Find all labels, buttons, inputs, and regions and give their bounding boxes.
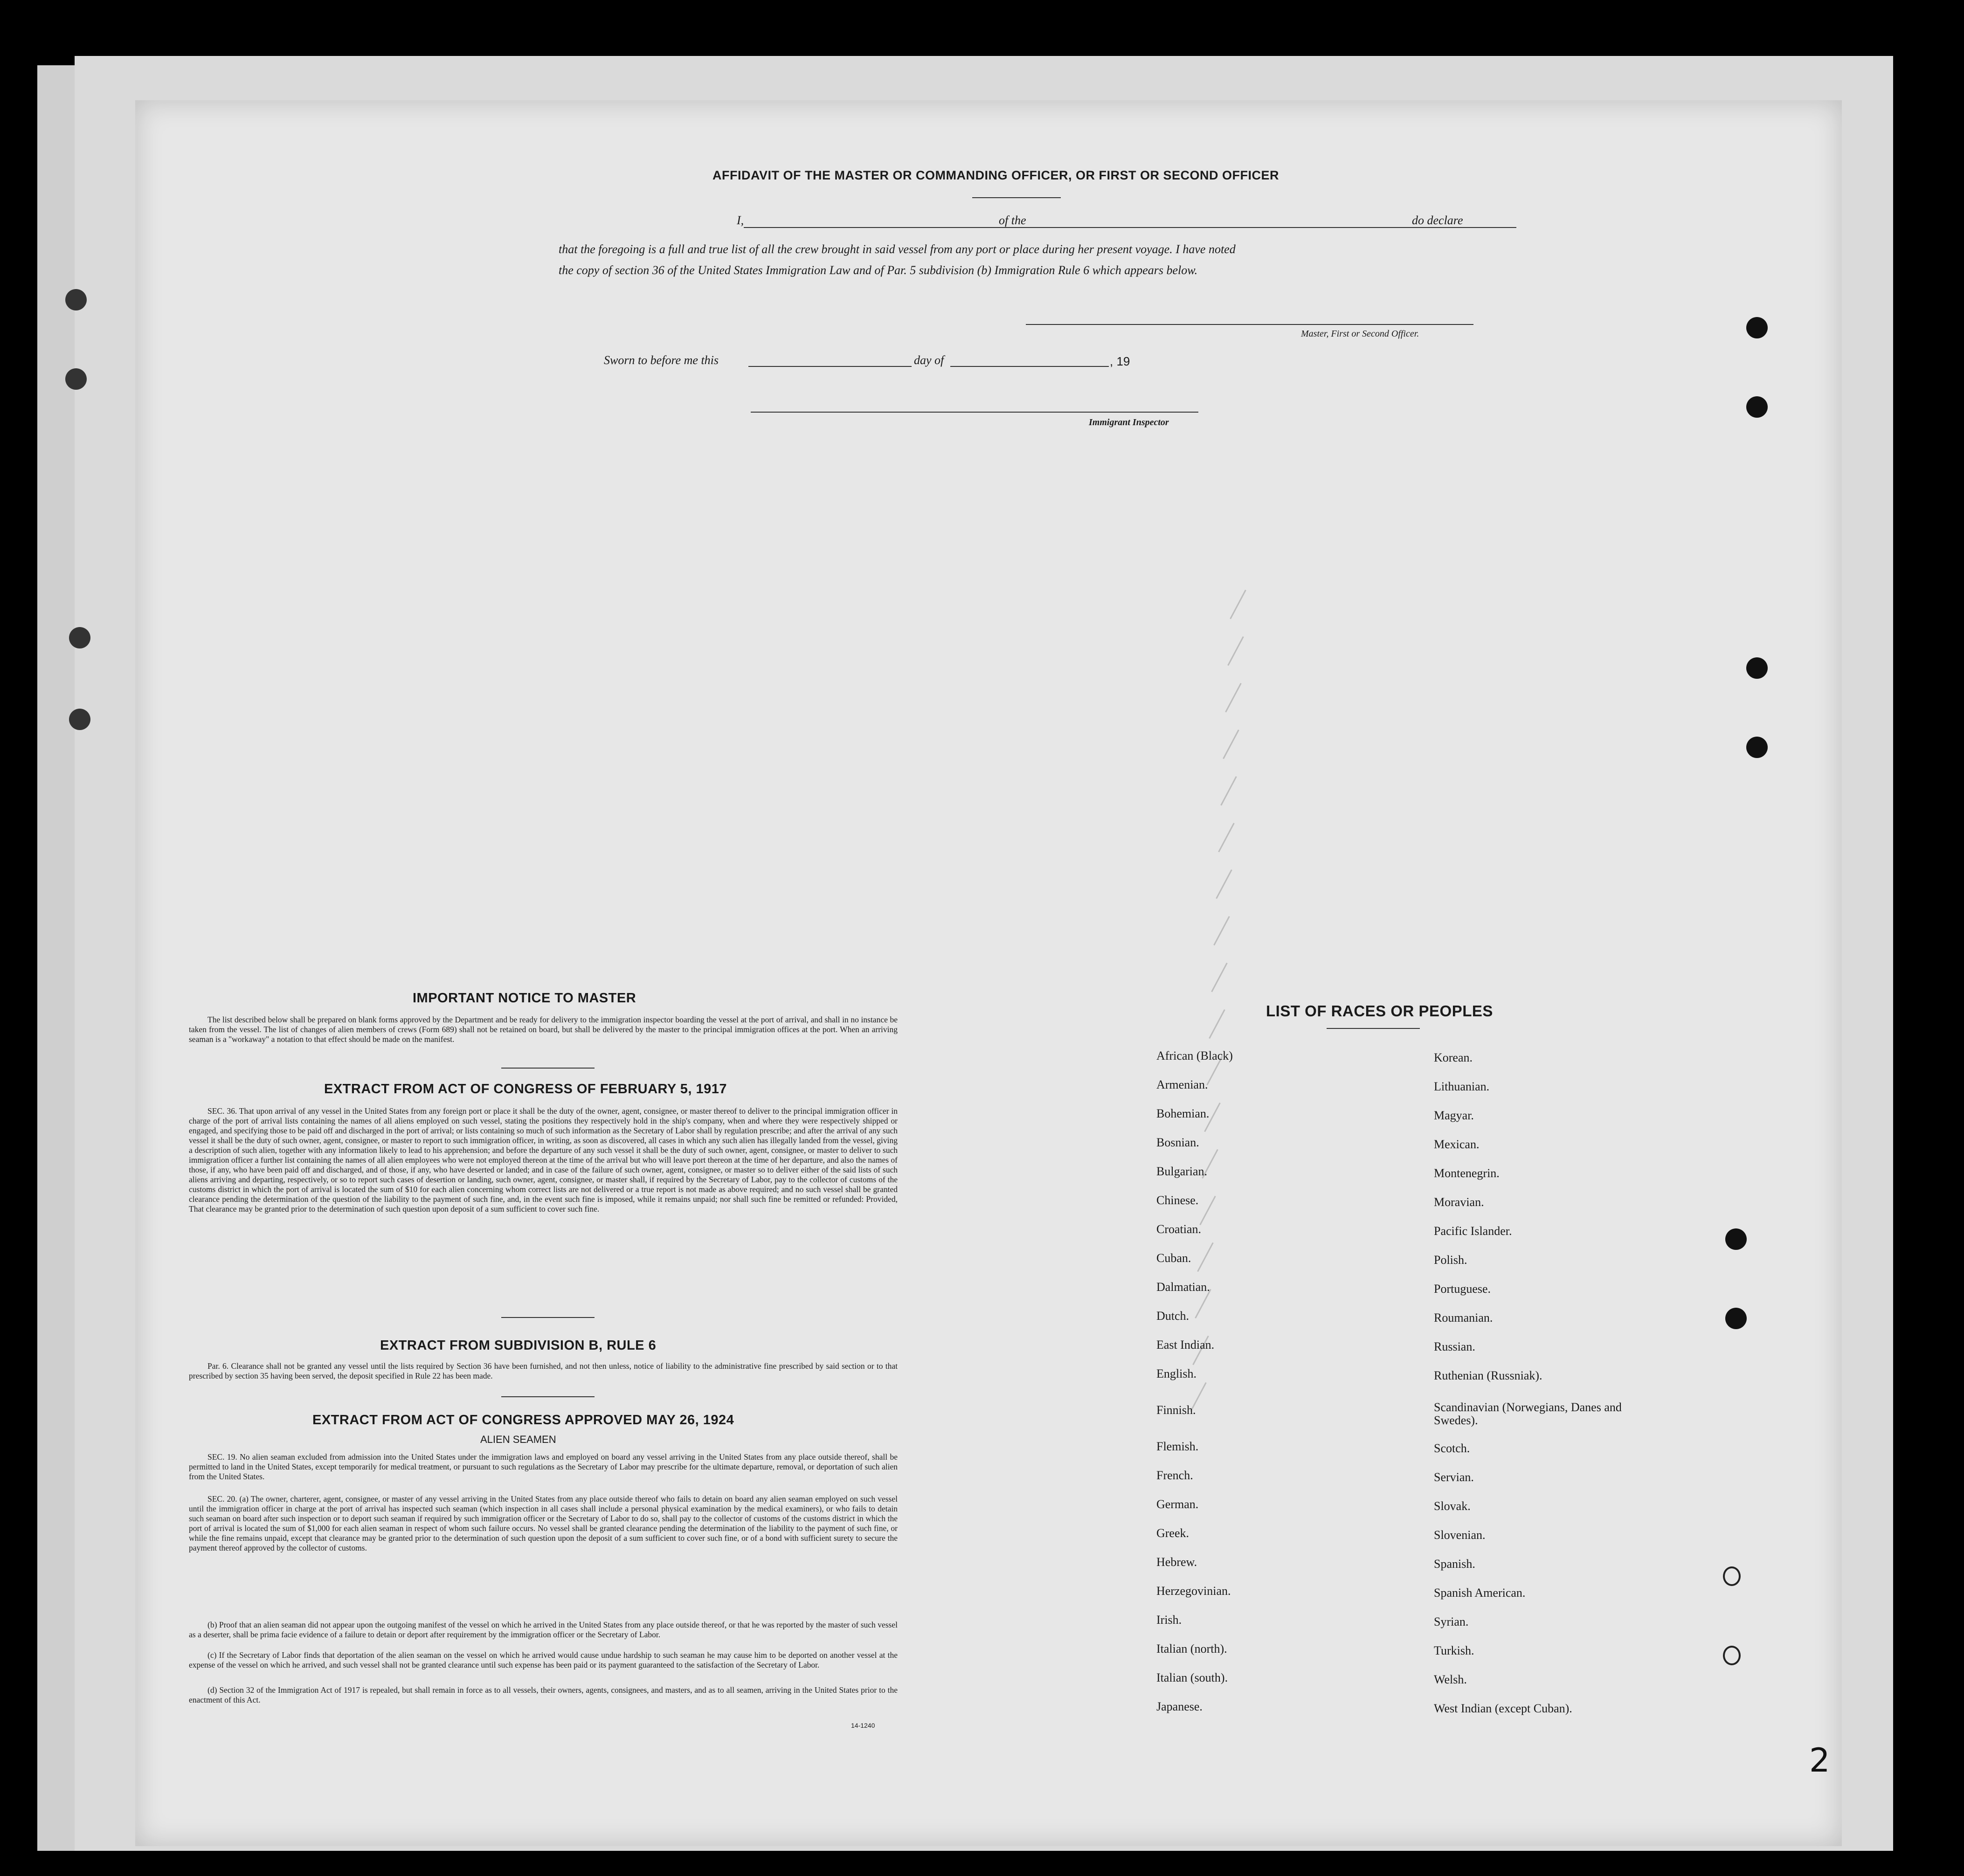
punch-hole <box>69 709 90 730</box>
master-signature-caption: Master, First or Second Officer. <box>1301 329 1419 339</box>
notice-body: The list described below shall be prepared on blank forms approved by the Department and be ready for delivery to the immigration inspector boarding the vessel at the port of arrival, and shall in no instance be taken from the vessel. The list of changes of alien members of crews (Form 689) shall not be retained on board, but shall be delivered by the master to the principal immigration offices at the port. When an arriving seaman is a "workaway" a notation to that effect should be made on the manifest. <box>189 1015 898 1044</box>
race-item: Dutch. <box>1156 1309 1189 1323</box>
race-item: Turkish. <box>1434 1644 1474 1657</box>
race-item: French. <box>1156 1469 1193 1482</box>
race-item: Chinese. <box>1156 1193 1199 1207</box>
check-mark <box>1227 636 1244 666</box>
affidavit-title-rule <box>972 197 1061 198</box>
race-item: Welsh. <box>1434 1673 1467 1686</box>
year-label: , 19 <box>1110 354 1130 368</box>
race-item: Spanish. <box>1434 1557 1475 1571</box>
race-item: Croatian. <box>1156 1222 1202 1236</box>
document-page <box>135 100 1842 1846</box>
race-item: Korean. <box>1434 1051 1473 1064</box>
race-item: Flemish. <box>1156 1440 1199 1453</box>
page-mark: 2 <box>1809 1741 1830 1779</box>
race-item: Dalmatian. <box>1156 1280 1210 1294</box>
notice-rule <box>501 1068 595 1069</box>
extract-1924-sec20d: (d) Section 32 of the Immigration Act of 1917 is repealed, but shall remain in force as to all vessels, their owners, agents, consignees, and masters, and as to all seamen, arriving in the United States prior to the enactment of this Act. <box>189 1685 898 1704</box>
affidavit-line-1: that the foregoing is a full and true list of all the crew brought in said vessel from any port or place during her present voyage. I have noted <box>559 242 1236 256</box>
affidavit-of-the-label: of the <box>999 214 1026 227</box>
extract-1917-rule <box>501 1317 595 1318</box>
extract-1924-sec20a: SEC. 20. (a) The owner, charterer, agent, consignee, or master of any vessel arriving in the United States from any place outside thereof who fails to detain on board any alien seaman employed on such vessel until the immigration officer in charge at the port of arrival has inspected such seaman (which inspection in all cases shall include a personal physical examination by the medical examiners), or who fails to detain such seaman on board after such inspection or to deport such seaman if required by such immigration officer or the Secretary of Labor to do so, shall pay to the collector of customs of the customs district in which the port of arrival is located the sum of $1,000 for each alien seaman in respect of whom such failure occurs. No vessel shall be granted clearance pending the determination of the liability to the payment of such fine, or while the fine remains unpaid, except that clearance may be granted prior to the determination of such question upon the deposit of a sum sufficient to cover such fine, or of a bond with sufficient surety to secure the payment thereof approved by the collector of customs. <box>189 1494 898 1552</box>
master-signature-line <box>1026 324 1473 325</box>
punch-hole <box>1725 1228 1747 1250</box>
extract-rule6-title: EXTRACT FROM SUBDIVISION B, RULE 6 <box>380 1338 657 1353</box>
notice-title: IMPORTANT NOTICE TO MASTER <box>413 991 636 1006</box>
extract-1924-subtitle: ALIEN SEAMEN <box>480 1434 556 1445</box>
sworn-label: Sworn to before me this <box>604 353 719 367</box>
inspector-caption: Immigrant Inspector <box>1089 417 1169 428</box>
race-item: Portuguese. <box>1434 1282 1491 1296</box>
punch-hole <box>1723 1566 1741 1586</box>
race-item: Ruthenian (Russniak). <box>1434 1369 1542 1382</box>
extract-1917-body: SEC. 36. That upon arrival of any vessel in the United States from any foreign port or place it shall be the duty of the owner, agent, consignee, or master thereof to deliver to the principal immigration officer in charge of the port of arrival lists containing the names of all aliens employed on such vessel, stating the positions they respectively hold in the ship's company, when and where they were respectively shipped or engaged, and specifying those to be paid off and discharged in the port of arrival; or lists containing so much of such information as the Secretary of Labor shall by regulation prescribe; and after the arrival of any such vessel it shall be the duty of such owner, agent, consignee, or master to report to such immigration officer, in writing, as soon as discovered, all cases in which any such alien has illegally landed from the vessel, giving a description of such alien, together with any information likely to lead to his apprehension; and before the departure of any such vessel it shall be the duty of such owner, agent, consignee, or master to deliver to such immigration officer a further list containing the names of all alien employees who were not employed thereon at the time of the arrival but who will leave port thereon at the time of her departure, and also the names of those, if any, who have been paid off and discharged, and of those, if any, who have deserted or landed; and in case of the failure of such owner, agent, consignee, or master so to deliver either of the said lists of such aliens arriving and departing, respectively, or so to report such cases of desertion or landing, such owner, agent, consignee, or master shall, if required by the Secretary of Labor, pay to the collector of customs of the customs district in which the port of arrival is located the sum of $10 for each alien concerning whom correct lists are not delivered or a true report is not made as above required; and no such vessel shall be granted clearance pending the determination of the question of the liability to the payment of such fine, and, in the event such fine is imposed, while it remains unpaid; nor shall such fine be remitted or refunded: Provided, That clearance may be granted prior to the determination of such question upon deposit of a sum sufficient to cover such fine. <box>189 1106 898 1214</box>
race-item: Italian (south). <box>1156 1671 1228 1684</box>
punch-hole <box>65 368 87 390</box>
race-item: Scotch. <box>1434 1441 1470 1455</box>
race-item: Bulgarian. <box>1156 1165 1208 1178</box>
extract-rule6-body: Par. 6. Clearance shall not be granted any vessel until the lists required by Section 36 have been furnished, and not then unless, notice of liability to the administrative fine prescribed by said section or to that prescribed by section 35 having been served, the deposit specified in Rule 22 has been made. <box>189 1361 898 1380</box>
punch-hole <box>65 289 87 310</box>
affidavit-title: AFFIDAVIT OF THE MASTER OR COMMANDING OFFICER, OR FIRST OR SECOND OFFICER <box>712 168 1279 182</box>
race-item: Roumanian. <box>1434 1311 1493 1324</box>
race-item: Greek. <box>1156 1526 1189 1540</box>
race-item: Bosnian. <box>1156 1136 1199 1149</box>
punch-hole <box>1746 317 1768 338</box>
check-mark <box>1209 1009 1225 1039</box>
race-item: Slovak. <box>1434 1499 1471 1513</box>
race-item: Servian. <box>1434 1470 1474 1484</box>
race-item: Spanish American. <box>1434 1586 1526 1600</box>
form-code: 14-1240 <box>851 1722 875 1729</box>
race-item: Russian. <box>1434 1340 1475 1353</box>
affidavit-line-2: the copy of section 36 of the United States Immigration Law and of Par. 5 subdivision (b) Immigration Rule 6 which appears below. <box>559 263 1198 277</box>
punch-hole <box>1746 396 1768 418</box>
check-mark <box>1220 776 1237 806</box>
race-item: English. <box>1156 1367 1196 1380</box>
extract-1924-sec19: SEC. 19. No alien seaman excluded from admission into the United States under the immigration laws and employed on board any vessel arriving in the United States from any place outside thereof, shall be permitted to land in the United States, except temporarily for medical treatment, or pursuant to such regulations as the Secretary of Labor may prescribe for the ultimate departure, removal, or deportation of such alien from the United States. <box>189 1452 898 1481</box>
sworn-month-line <box>950 366 1109 367</box>
race-item: Armenian. <box>1156 1078 1208 1091</box>
races-title: LIST OF RACES OR PEOPLES <box>1266 1002 1493 1020</box>
race-item: German. <box>1156 1497 1199 1511</box>
race-item: Moravian. <box>1434 1195 1484 1209</box>
race-item: Montenegrin. <box>1434 1166 1500 1180</box>
race-item: Finnish. <box>1156 1403 1196 1417</box>
day-of-label: day of <box>914 353 944 367</box>
check-mark <box>1225 683 1242 712</box>
extract-rule6-rule <box>501 1396 595 1397</box>
punch-hole <box>1746 657 1768 679</box>
sworn-day-line <box>748 366 912 367</box>
check-mark <box>1213 916 1230 945</box>
race-item: Scandinavian (Norwegians, Danes and Swedes). <box>1434 1400 1622 1427</box>
race-item: West Indian (except Cuban). <box>1434 1702 1572 1715</box>
extract-1924-sec20c: (c) If the Secretary of Labor finds that deportation of the alien seaman on the vessel on which he arrived would cause undue hardship to such seaman he may cause him to be deported on another vessel at the expense of the vessel on which he arrived, and such vessel shall not be granted clearance until such expense has been paid or its payment guaranteed to the satisfaction of the Secretary of Labor. <box>189 1650 898 1669</box>
extract-1924-title: EXTRACT FROM ACT OF CONGRESS APPROVED MAY 26, 1924 <box>312 1413 734 1428</box>
race-item: Lithuanian. <box>1434 1080 1490 1093</box>
check-mark <box>1197 1242 1214 1272</box>
race-item: African (Black) <box>1156 1049 1233 1062</box>
affidavit-do-declare: do declare <box>1412 214 1463 227</box>
race-item: Slovenian. <box>1434 1528 1486 1542</box>
race-item: Japanese. <box>1156 1700 1203 1713</box>
race-item: Syrian. <box>1434 1615 1469 1628</box>
race-item: Bohemian. <box>1156 1107 1210 1120</box>
race-item: Magyar. <box>1434 1109 1474 1122</box>
extract-1917-title: EXTRACT FROM ACT OF CONGRESS OF FEBRUARY 5, 1917 <box>324 1082 727 1097</box>
race-item: Irish. <box>1156 1613 1182 1627</box>
affidavit-i-label: I, <box>737 214 744 227</box>
punch-hole <box>1723 1646 1741 1665</box>
check-mark <box>1230 590 1246 619</box>
race-item: East Indian. <box>1156 1338 1215 1352</box>
race-item: Cuban. <box>1156 1251 1191 1265</box>
check-mark <box>1211 963 1228 992</box>
punch-hole <box>69 627 90 648</box>
race-item: Hebrew. <box>1156 1555 1197 1569</box>
race-item: Pacific Islander. <box>1434 1224 1512 1238</box>
check-mark <box>1199 1196 1216 1225</box>
race-item: Mexican. <box>1434 1138 1480 1151</box>
race-item: Polish. <box>1434 1253 1467 1267</box>
races-title-rule <box>1327 1028 1420 1029</box>
check-mark <box>1218 823 1235 852</box>
check-mark <box>1223 730 1239 759</box>
race-item: Italian (north). <box>1156 1642 1227 1655</box>
extract-1924-sec20b: (b) Proof that an alien seaman did not appear upon the outgoing manifest of the vessel on which he arrived in the United States from any place outside thereof, or that he was reported by the master of such vessel as a deserter, shall be prima facie evidence of a failure to detain or deport after requirement by the immigration officer or the Secretary of Labor. <box>189 1620 898 1639</box>
punch-hole <box>1725 1308 1747 1329</box>
inspector-signature-line <box>751 412 1198 413</box>
race-item: Herzegovinian. <box>1156 1584 1231 1598</box>
check-mark <box>1216 869 1232 899</box>
punch-hole <box>1746 737 1768 758</box>
